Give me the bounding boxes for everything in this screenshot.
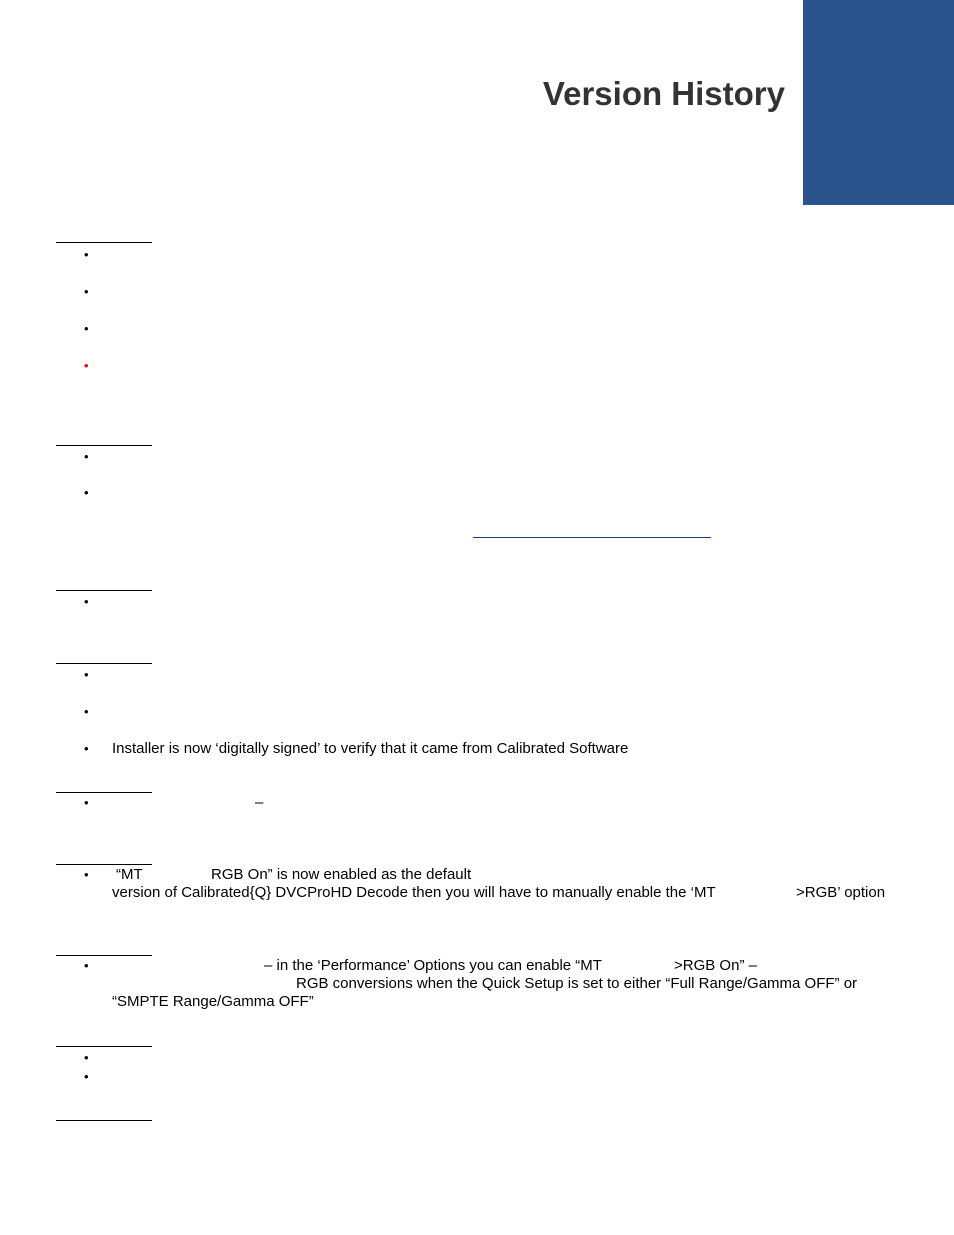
- mt-quote-text: “MT: [116, 866, 143, 883]
- list-bullet: •: [84, 284, 89, 299]
- section-rule: [56, 955, 152, 956]
- manual-enable-suffix-text: >RGB’ option: [796, 884, 886, 901]
- section-rule: [56, 1046, 152, 1047]
- installer-signed-text: Installer is now ‘digitally signed’ to verify that it came from Calibrated Software: [112, 740, 629, 757]
- list-bullet-highlighted: •: [84, 358, 89, 373]
- smpte-range-text: “SMPTE Range/Gamma OFF”: [112, 993, 314, 1010]
- list-bullet: •: [84, 958, 89, 973]
- list-bullet: •: [84, 321, 89, 336]
- list-bullet: •: [84, 741, 89, 756]
- performance-suffix-text: >RGB On” –: [674, 957, 757, 974]
- list-bullet: •: [84, 667, 89, 682]
- list-bullet: •: [84, 247, 89, 262]
- list-bullet: •: [84, 594, 89, 609]
- page-title: Version History: [542, 75, 785, 112]
- list-bullet: •: [84, 1050, 89, 1065]
- hyperlink-underline[interactable]: [473, 537, 711, 538]
- section-rule: [56, 864, 152, 865]
- section-rule: [56, 242, 152, 243]
- list-bullet: •: [84, 1069, 89, 1084]
- list-bullet: •: [84, 795, 89, 810]
- list-bullet: •: [84, 704, 89, 719]
- dash-fragment: –: [255, 794, 264, 811]
- rgb-conversions-text: RGB conversions when the Quick Setup is set to either “Full Range/Gamma OFF” or: [296, 975, 858, 992]
- section-rule: [56, 663, 152, 664]
- section-rule: [56, 792, 152, 793]
- section-rule: [56, 590, 152, 591]
- section-rule: [56, 1120, 152, 1121]
- manual-enable-text: version of Calibrated{Q} DVCProHD Decode then you will have to manually enable the ‘MT: [112, 884, 716, 901]
- performance-options-text: – in the ‘Performance’ Options you can enable “MT: [264, 957, 602, 974]
- header-accent-block: [803, 0, 954, 205]
- section-rule: [56, 445, 152, 446]
- list-bullet: •: [84, 485, 89, 500]
- list-bullet: •: [84, 449, 89, 464]
- rgb-on-default-text: RGB On” is now enabled as the default: [211, 866, 472, 883]
- list-bullet: •: [84, 867, 89, 882]
